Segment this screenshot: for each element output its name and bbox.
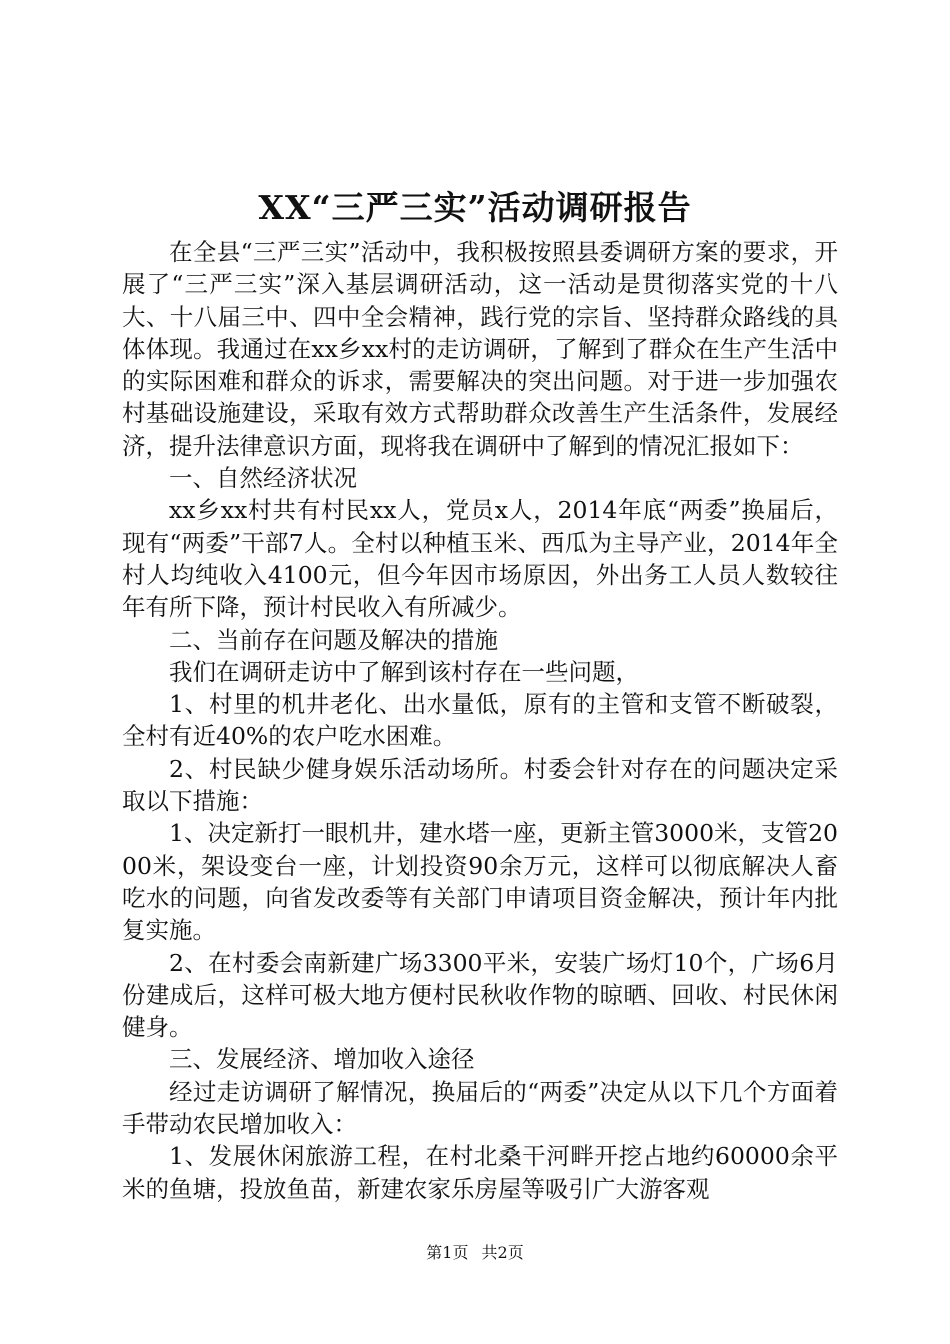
section-heading-2: 二、当前存在问题及解决的措施 bbox=[169, 625, 498, 654]
paragraph-problem-2: 2、村民缺少健身娱乐活动场所。村委会针对存在的问题决定采取以下措施： bbox=[122, 754, 838, 816]
page-number-current: 第1页 bbox=[426, 1243, 469, 1262]
section-heading-1: 一、自然经济状况 bbox=[169, 464, 357, 493]
paragraph-income-1: 1、发展休闲旅游工程，在村北桑干河畔开挖占地约60000余平米的鱼塘，投放鱼苗，新建农家乐房屋等吸引广大游客观 bbox=[122, 1142, 838, 1203]
page-footer bbox=[0, 1242, 950, 1264]
paragraph-intro: 在全县“三严三实”活动中，我积极按照县委调研方案的要求，开展了“三严三实”深入基层调研活动，这一活动是贯彻落实党的十八大、十八届三中、四中全会精神，践行党的宗旨、坚持群众路线的具体体现。我通过在xx乡xx村的走访调研，了解到了群众在生产生活中的实际困难和群众的诉求，需要解决的突出问题。对于进一步加强农村基础设施建设，采取有效方式帮助群众改善生产生活条件，发展经济，提升法律意识方面，现将我在调研中了解到的情况汇报如下： bbox=[122, 238, 838, 460]
paragraph-measure-2: 2、在村委会南新建广场3300平米，安装广场灯10个，广场6月份建成后，这样可极大地方便村民秋收作物的晾晒、回收、村民休闲健身。 bbox=[122, 948, 838, 1042]
paragraph-measure-1: 1、决定新打一眼机井，建水塔一座，更新主管3000米，支管2000米，架设变台一座，计划投资90余万元，这样可以彻底解决人畜吃水的问题，向省发改委等有关部门申请项目资金解决，预计年内批复实施。 bbox=[122, 819, 838, 945]
document-body bbox=[122, 236, 838, 1205]
document-title: XX“三严三实”活动调研报告 bbox=[258, 188, 692, 227]
page-number-total: 共2页 bbox=[481, 1243, 524, 1262]
paragraph-economy: xx乡xx村共有村民xx人，党员x人，2014年底“两委”换届后，现有“两委”干部7人。全村以种植玉米、西瓜为主导产业，2014年全村人均纯收入4100元，但今年因市场原因，外出务工人员人数较往年有所下降，预计村民收入有所减少。 bbox=[122, 496, 838, 622]
section-heading-3: 三、发展经济、增加收入途径 bbox=[169, 1045, 475, 1074]
paragraph-problems-intro: 我们在调研走访中了解到该村存在一些问题， bbox=[169, 657, 639, 686]
paragraph-income-intro: 经过走访调研了解情况，换届后的“两委”决定从以下几个方面着手带动农民增加收入： bbox=[122, 1077, 838, 1139]
paragraph-problem-1: 1、村里的机井老化、出水量低，原有的主管和支管不断破裂，全村有近40%的农户吃水困难。 bbox=[122, 690, 838, 751]
